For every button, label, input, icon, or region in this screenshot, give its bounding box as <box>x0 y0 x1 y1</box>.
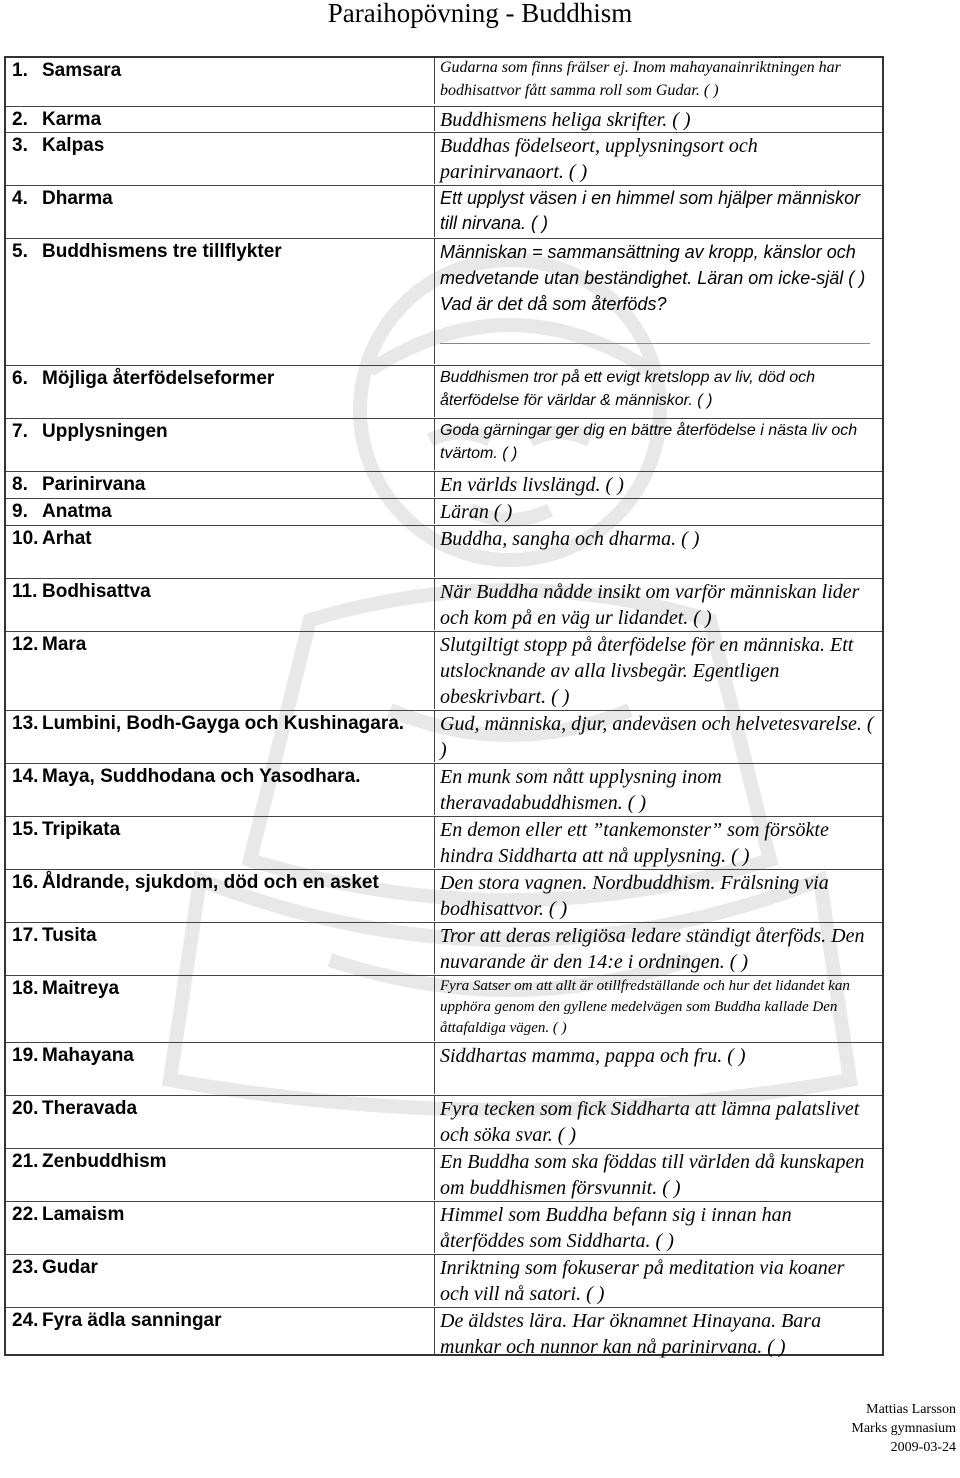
table-row <box>6 631 882 709</box>
table-row <box>6 763 882 815</box>
table-row <box>6 975 882 1041</box>
term-number: 3. <box>12 135 28 156</box>
term-number: 11. <box>12 581 38 602</box>
page-title: Paraihopövning - Buddhism <box>327 0 633 28</box>
table-row <box>6 471 882 497</box>
term-text: Tripikata <box>42 819 121 840</box>
term-cell <box>12 923 430 949</box>
term-number: 23. <box>12 1257 39 1278</box>
term-number: 6. <box>12 368 28 389</box>
definition-cell: En Buddha som ska föddas till världen då kunskapen om buddhismen försvunnit. ( ) <box>440 1151 865 1199</box>
table-row <box>6 525 882 577</box>
table-row <box>6 1307 882 1358</box>
term-number: 19. <box>12 1045 39 1066</box>
term-cell <box>12 133 430 159</box>
term-text: Tusita <box>42 925 97 946</box>
term-cell <box>12 764 430 790</box>
table-row <box>6 1254 882 1306</box>
matching-table <box>4 56 884 1356</box>
table-row <box>6 185 882 237</box>
table-row <box>6 1042 882 1094</box>
term-cell <box>12 1096 430 1122</box>
term-text: Lumbini, Bodh-Gayga och Kushinagara. <box>42 713 405 734</box>
term-cell <box>12 1202 430 1228</box>
table-row <box>6 58 882 104</box>
term-cell <box>12 526 430 552</box>
term-text: Möjliga återfödelseformer <box>42 368 275 389</box>
definition-cell: Tror att deras religiösa ledare ständigt återföds. Den nuvarande är den 14:e i ordningen. ( ) <box>440 925 865 973</box>
table-row <box>6 922 882 974</box>
term-number: 2. <box>12 109 28 130</box>
term-cell <box>12 419 430 445</box>
term-text: Parinirvana <box>42 474 146 495</box>
term-number: 22. <box>12 1204 39 1225</box>
term-number: 18. <box>12 978 39 999</box>
term-number: 15. <box>12 819 39 840</box>
page-footer <box>851 1400 956 1457</box>
term-text: Buddhismens tre tillflykter <box>42 241 282 262</box>
term-text: Bodhisattva <box>42 581 151 602</box>
term-cell <box>12 1043 430 1069</box>
definition-cell: Ett upplyst väsen i en himmel som hjälper människor till nirvana. ( ) <box>440 188 861 233</box>
term-text: Arhat <box>42 528 92 549</box>
table-row <box>6 1148 882 1200</box>
definition-cell: Goda gärningar ger dig en bättre återfödelse i nästa liv och tvärtom. ( ) <box>440 422 858 462</box>
term-number: 4. <box>12 188 28 209</box>
definition-cell: Gud, människa, djur, andeväsen och helvetesvarelse. ( ) <box>440 713 874 761</box>
table-row <box>6 578 882 630</box>
term-text: Mara <box>42 634 87 655</box>
table-row <box>6 498 882 524</box>
table-row <box>6 1095 882 1147</box>
definition-cell: Buddha, sangha och dharma. ( ) <box>440 528 700 550</box>
term-number: 5. <box>12 241 28 262</box>
term-cell <box>12 1308 430 1334</box>
term-cell <box>12 186 430 212</box>
term-text: Samsara <box>42 60 122 81</box>
table-row <box>6 1201 882 1253</box>
term-cell <box>12 1255 430 1281</box>
term-cell <box>12 499 430 525</box>
table-row <box>6 418 882 470</box>
definition-cell: Läran ( ) <box>440 501 513 523</box>
term-number: 7. <box>12 421 28 442</box>
term-cell <box>12 817 430 843</box>
author-name: Mattias Larsson <box>866 1402 956 1417</box>
table-row <box>6 132 882 184</box>
term-text: Anatma <box>42 501 112 522</box>
table-row <box>6 816 882 868</box>
definition-cell: Fyra tecken som fick Siddharta att lämna palatslivet och söka svar. ( ) <box>440 1098 860 1146</box>
term-number: 12. <box>12 634 39 655</box>
term-number: 21. <box>12 1151 39 1172</box>
table-row <box>6 710 882 762</box>
school-name: Marks gymnasium <box>851 1421 956 1436</box>
term-number: 10. <box>12 528 39 549</box>
term-cell <box>12 58 430 84</box>
term-cell <box>12 632 430 658</box>
term-cell <box>12 107 430 133</box>
term-text: Fyra ädla sanningar <box>42 1310 222 1331</box>
term-text: Maya, Suddhodana och Yasodhara. <box>42 766 361 787</box>
term-number: 17. <box>12 925 39 946</box>
term-text: Kalpas <box>42 135 105 156</box>
term-cell <box>12 711 430 737</box>
definition-cell: En munk som nått upplysning inom theravadabuddhismen. ( ) <box>440 766 722 814</box>
table-row <box>6 106 882 131</box>
term-cell <box>12 1149 430 1175</box>
definition-cell: Siddhartas mamma, pappa och fru. ( ) <box>440 1045 746 1067</box>
table-row <box>6 869 882 921</box>
term-text: Mahayana <box>42 1045 134 1066</box>
definition-cell: När Buddha nådde insikt om varför människan lider och kom på en väg ur lidandet. ( ) <box>440 581 860 629</box>
term-number: 14. <box>12 766 39 787</box>
definition-cell: Människan = sammansättning av kropp, känslor och medvetande utan beständighet. Läran om icke-själ ( ) Vad är det då som återföds? <box>440 242 866 314</box>
definition-cell: Den stora vagnen. Nordbuddhism. Frälsning via bodhisattvor. ( ) <box>440 872 829 920</box>
term-cell <box>12 579 430 605</box>
answer-line <box>440 343 870 344</box>
definition-cell: Himmel som Buddha befann sig i innan han återföddes som Siddharta. ( ) <box>440 1204 792 1252</box>
definition-cell: Inriktning som fokuserar på meditation via koaner och vill nå satori. ( ) <box>440 1257 845 1305</box>
term-number: 16. <box>12 872 39 893</box>
term-number: 20. <box>12 1098 39 1119</box>
term-number: 13. <box>12 713 39 734</box>
term-text: Zenbuddhism <box>42 1151 167 1172</box>
document-date: 2009-03-24 <box>890 1440 956 1455</box>
definition-cell: Gudarna som finns frälser ej. Inom mahayanainriktningen har bodhisattvor fått samma roll som Gudar. ( ) <box>440 59 841 99</box>
term-number: 9. <box>12 501 28 522</box>
term-number: 8. <box>12 474 28 495</box>
term-cell <box>12 870 430 896</box>
definition-cell: Buddhismen tror på ett evigt kretslopp av liv, död och återfödelse för världar & människor. ( ) <box>440 369 816 409</box>
term-text: Maitreya <box>42 978 120 999</box>
term-cell <box>12 976 430 1002</box>
term-text: Dharma <box>42 188 113 209</box>
term-cell <box>12 366 430 392</box>
definition-cell: Slutgiltigt stopp på återfödelse för en människa. Ett utslocknande av alla livsbegär. Egentligen obeskrivbart. ( ) <box>440 634 854 708</box>
term-cell <box>12 239 430 265</box>
term-text: Karma <box>42 109 102 130</box>
term-number: 1. <box>12 60 28 81</box>
definition-cell: Buddhas födelseort, upplysningsort och parinirvanaort. ( ) <box>440 135 758 183</box>
term-text: Åldrande, sjukdom, död och en asket <box>42 872 379 893</box>
definition-cell: Buddhismens heliga skrifter. ( ) <box>440 109 691 131</box>
term-number: 24. <box>12 1310 39 1331</box>
term-cell <box>12 472 430 498</box>
table-row <box>6 238 882 364</box>
term-text: Lamaism <box>42 1204 125 1225</box>
definition-cell: En demon eller ett ”tankemonster” som försökte hindra Siddharta att nå upplysning. ( ) <box>440 819 829 867</box>
term-text: Theravada <box>42 1098 138 1119</box>
term-text: Upplysningen <box>42 421 168 442</box>
definition-cell: En världs livslängd. ( ) <box>440 474 624 496</box>
table-row <box>6 365 882 417</box>
definition-cell: Fyra Satser om att allt är otillfredställande och hur det lidandet kan upphöra genom den gyllene medelvägen som Buddha kallade Den åttafaldiga vägen. ( ) <box>440 978 850 1036</box>
definition-cell: De äldstes lära. Har öknamnet Hinayana. Bara munkar och nunnor kan nå parinirvana. ( ) <box>440 1310 822 1358</box>
term-text: Gudar <box>42 1257 98 1278</box>
